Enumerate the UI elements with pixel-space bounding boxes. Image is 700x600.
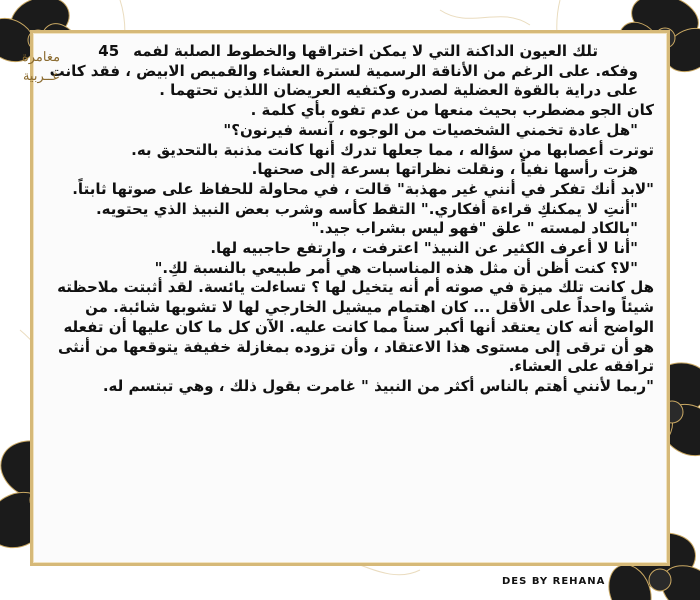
designer-credit: DES BY REHANA — [502, 576, 606, 587]
paragraph-13: "ربما لأنني أهتم بالناس أكثر من النبيذ " غامرت بقول ذلك ، وهي تبتسم له. — [102, 376, 654, 395]
paragraph-2: وفكه. على الرغم من الأناقة الرسمية لسترة العشاء والقميص الابيض ، فقد كانت على دراية بالقوة العضلية لصدره وكتفيه العريضان اللذين تحتهما . — [49, 61, 638, 100]
paragraph-4: "هل عادة تخمني الشخصيات من الوجوه ، آنسة فيرنون؟" — [223, 120, 638, 139]
story-text — [44, 42, 654, 542]
paragraph-1-text: تلك العيون الداكنة التي لا يمكن اختراقها والخطوط الصلبة لفمه — [133, 42, 598, 60]
page-number: 45 — [98, 42, 120, 60]
paragraph-11: "لا؟ كنت أظن أن مثل هذه المناسبات هي أمر طبيعي بالنسبة لكِ." — [154, 258, 638, 277]
paragraph-1 — [44, 42, 654, 62]
paragraph-5: توترت أعصابها من سؤاله ، مما جعلها تدرك أنها كانت مذنبة بالتحديق به. — [131, 140, 654, 159]
paragraph-12: هل كانت تلك ميزة في صوته أم أنه يتخيل لها ؟ تساءلت يائسة. لقد أثبتت ملاحظته شيئاً واحداً على الأقل ... كان اهتمام ميشيل الخارجي لها لا تشوبها شائبة. من الواضح أنه كان يعتقد أنها أكبر سناً مما كانت عليه. الآن كل ما كان عليها أن تفعله هو أن ترقى إلى مستوى هذا الاعتقاد ، وأن تزوده بمغازلة خفيفة يتوقعها من أنثى ترافقه على العشاء. — [57, 278, 654, 376]
paragraph-10: "أنا لا أعرف الكثير عن النبيذ" اعترفت ، وارتفع حاجبيه لها. — [210, 239, 638, 258]
story-signature — [10, 48, 72, 86]
paragraph-9: "بالكاد لمسته " علق "فهو ليس بشراب جيد." — [311, 219, 638, 238]
paragraph-8: "أنتِ لا يمكنكِ قراءة أفكاري." التقط كأسه وشرب بعض النبيذ الذي يحتويه. — [95, 199, 638, 218]
paragraph-6: هزت رأسها نفياً ، ونقلت نظراتها بسرعة إلى صحنها. — [251, 160, 638, 179]
signature-text: مغامرة غــربية — [21, 50, 61, 84]
paragraph-3: كان الجو مضطرب بحيث منعها من عدم تفوه بأي كلمة . — [250, 101, 654, 120]
paragraph-7: "لابد أنك تفكر في أنني غير مهذبة" قالت ، في محاولة للحفاظ على صوتها ثابتاً. — [72, 179, 654, 198]
